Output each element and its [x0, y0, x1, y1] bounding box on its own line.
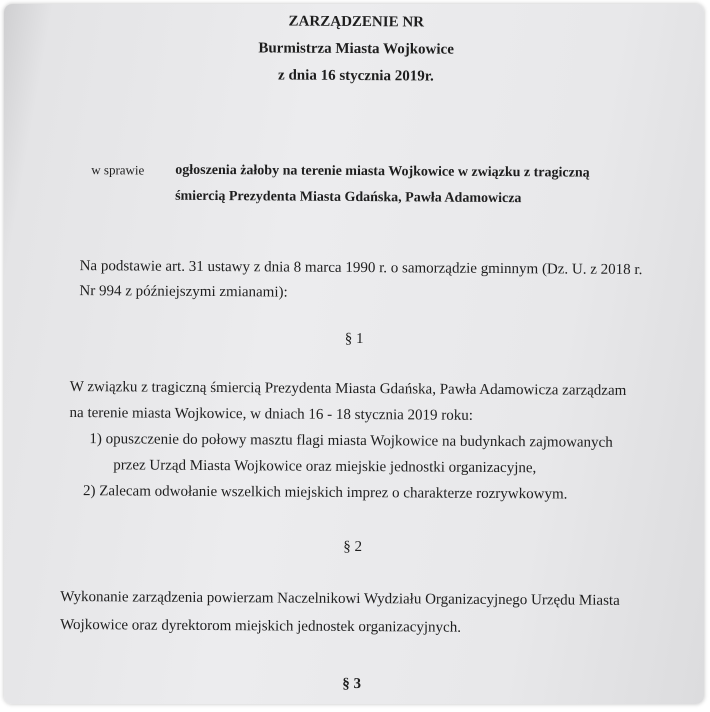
document-title: ZARZĄDZENIE NR — [288, 13, 425, 31]
section-1-item-1-line-2: przez Urząd Miasta Wojkowice oraz miejskie jednostki organizacyjne, — [113, 457, 537, 477]
legal-basis-line-1: Na podstawie art. 31 ustawy z dnia 8 marca 1990 r. o samorządzie gminnym (Dz. U. z 2018 r. — [79, 258, 643, 279]
section-2-line-1: Wykonanie zarządzenia powierzam Naczelnikowi Wydziału Organizacyjnego Urzędu Miasta — [60, 588, 620, 609]
document-page — [4, 4, 704, 704]
section-1-intro-line-2: na terenie miasta Wojkowice, w dniach 16 - 18 stycznia 2019 roku: — [69, 405, 474, 424]
section-1-item-2: 2) Zalecam odwołanie wszelkich miejskich imprez o charakterze rozrywkowym. — [82, 483, 568, 503]
section-3-heading: § 3 — [342, 675, 362, 693]
subject-line-2: śmiercią Prezydenta Miasta Gdańska, Pawła Adamowicza — [175, 188, 522, 207]
section-1-item-1-line-1: 1) opuszczenie do połowy masztu flagi miasta Wojkowice na budynkach zajmowanych — [89, 431, 613, 451]
legal-basis-line-2: Nr 994 z późniejszymi zmianami): — [79, 283, 288, 301]
section-1-heading: § 1 — [344, 330, 364, 348]
document-issuer: Burmistrza Miasta Wojkowice — [258, 40, 454, 58]
section-1-intro-line-1: W związku z tragiczną śmiercią Prezydenta Miasta Gdańska, Pawła Adamowicza zarządzam — [69, 379, 627, 399]
document-photo — [4, 4, 704, 704]
subject-label: w sprawie — [91, 162, 145, 178]
section-2-heading: § 2 — [343, 538, 363, 556]
subject-line-1: ogłoszenia żałoby na terenie miasta Wojkowice w związku z tragiczną — [175, 162, 590, 181]
section-2-line-2: Wojkowice oraz dyrektorom miejskich jednostek organizacyjnych. — [60, 616, 462, 636]
document-date: z dnia 16 stycznia 2019r. — [278, 67, 434, 85]
